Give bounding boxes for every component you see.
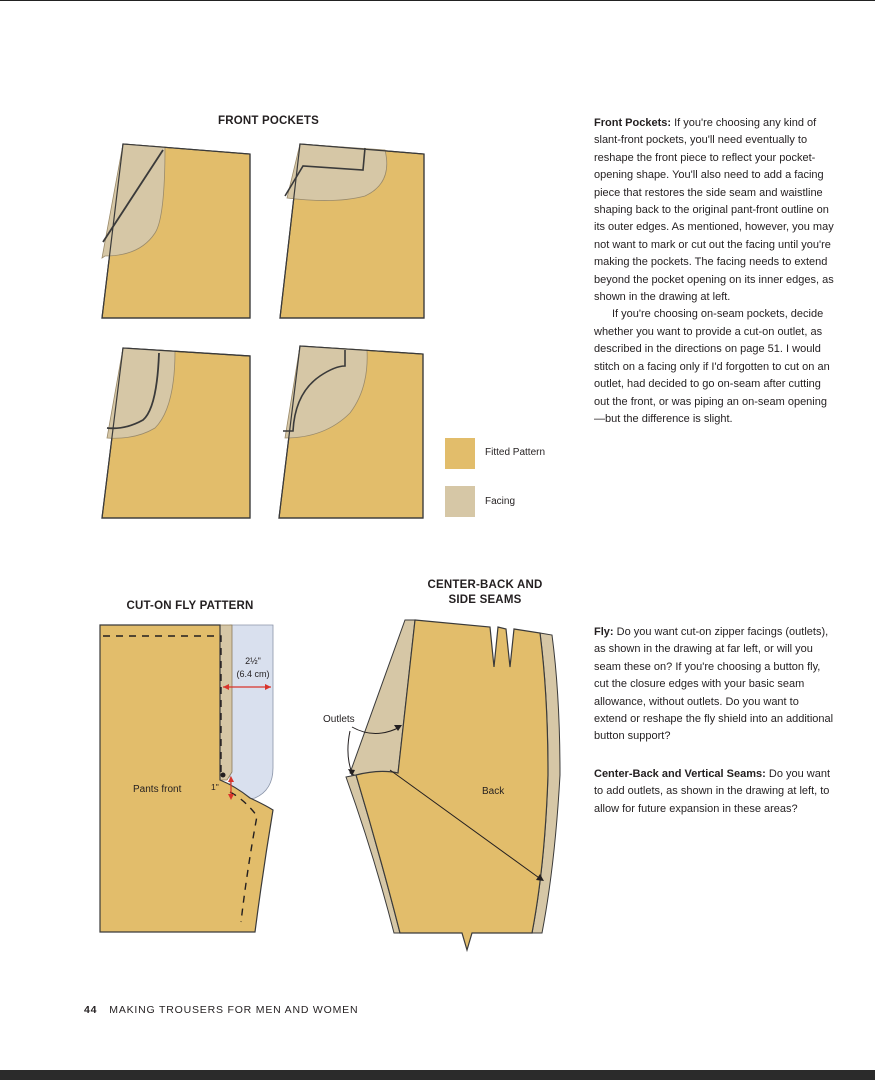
front-pockets-paragraph: [594, 115, 834, 306]
fly-extension: [230, 625, 273, 802]
fly-facing-strip: [220, 625, 232, 780]
back-label: Back: [482, 786, 505, 797]
one-inch-label: 1": [211, 782, 219, 792]
heading-front-pockets: FRONT POCKETS: [218, 115, 319, 127]
heading-center-back-line1: CENTER-BACK AND: [427, 579, 543, 591]
center-back-body: Do you want to add outlets, as shown in the drawing at left, to allow for future expansion in these areas?: [594, 768, 831, 815]
heading-center-back: [410, 578, 560, 608]
center-back-title: Center-Back and Vertical Seams:: [594, 768, 766, 780]
bottom-bar: [0, 1070, 875, 1080]
back-diagram: [310, 615, 570, 960]
front-pockets-diagrams: [95, 138, 555, 523]
center-back-paragraph: [594, 766, 834, 818]
front-pockets-title: Front Pockets:: [594, 117, 672, 129]
fly-body: Do you want cut-on zipper facings (outlets), as shown in the drawing at far left, or will you seam these on? If you're choosing a button fly, cut the closure edges with your basic seam allowance, without outlets. Do you want to extend or reshape the fly shield into an additional button support?: [594, 626, 834, 743]
pocket-curved-diagram: [280, 144, 424, 318]
outlet-pointer-lower: [348, 731, 352, 773]
center-back-text: [594, 766, 834, 818]
onseam-paragraph: If you're choosing on-seam pockets, decide whether you want to provide a cut-on outlet, as described in the directions on page 51. I would stitch on a facing only if I'd forgotten to cut on an outlet, had decided to go on-seam after cutting out the front, or was piping an on-seam opening—but the difference is slight.: [594, 308, 830, 425]
front-pockets-body: If you're choosing any kind of slant-front pockets, you'll need eventually to reshape the front piece to reflect your pocket-opening shape. You'll also need to add a facing piece that restores the side seam and waistline shaping back to the original pant-front outline on its outer edges. As mentioned, however, you may not want to mark or cut out the facing until you're making the pockets. The facing needs to extend beyond the pocket opening on its inner edges, as shown in the drawing at left.: [594, 117, 834, 304]
pocket-slant-diagram: [102, 144, 250, 318]
legend-label-facing: Facing: [485, 496, 516, 507]
fly-dimension-label: [228, 655, 278, 681]
top-rule: [0, 0, 875, 1]
page-number: 44: [84, 1004, 98, 1016]
front-pockets-text: [594, 115, 834, 428]
pocket-shaped-diagram: [279, 346, 423, 518]
fly-dot-marker: [221, 773, 226, 778]
pocket-onseam-diagram: [102, 348, 250, 518]
facing-piece: [287, 144, 387, 201]
fly-paragraph: [594, 624, 834, 746]
pants-front-label: Pants front: [133, 784, 182, 795]
legend-swatch-fitted: [445, 438, 475, 469]
legend-label-fitted: Fitted Pattern: [485, 447, 546, 458]
fly-title: Fly:: [594, 626, 614, 638]
heading-cut-on-fly: CUT-ON FLY PATTERN: [126, 600, 254, 612]
fly-dimension-inches: 2½": [245, 656, 261, 666]
page-footer: [84, 1004, 358, 1016]
book-title: MAKING TROUSERS FOR MEN AND WOMEN: [109, 1004, 359, 1016]
back-piece: [356, 620, 548, 950]
fly-text: [594, 624, 834, 746]
legend-swatch-facing: [445, 486, 475, 517]
outlets-label: Outlets: [323, 714, 355, 725]
fly-dimension-metric: (6.4 cm): [236, 669, 270, 679]
heading-center-back-line2: SIDE SEAMS: [448, 594, 522, 606]
